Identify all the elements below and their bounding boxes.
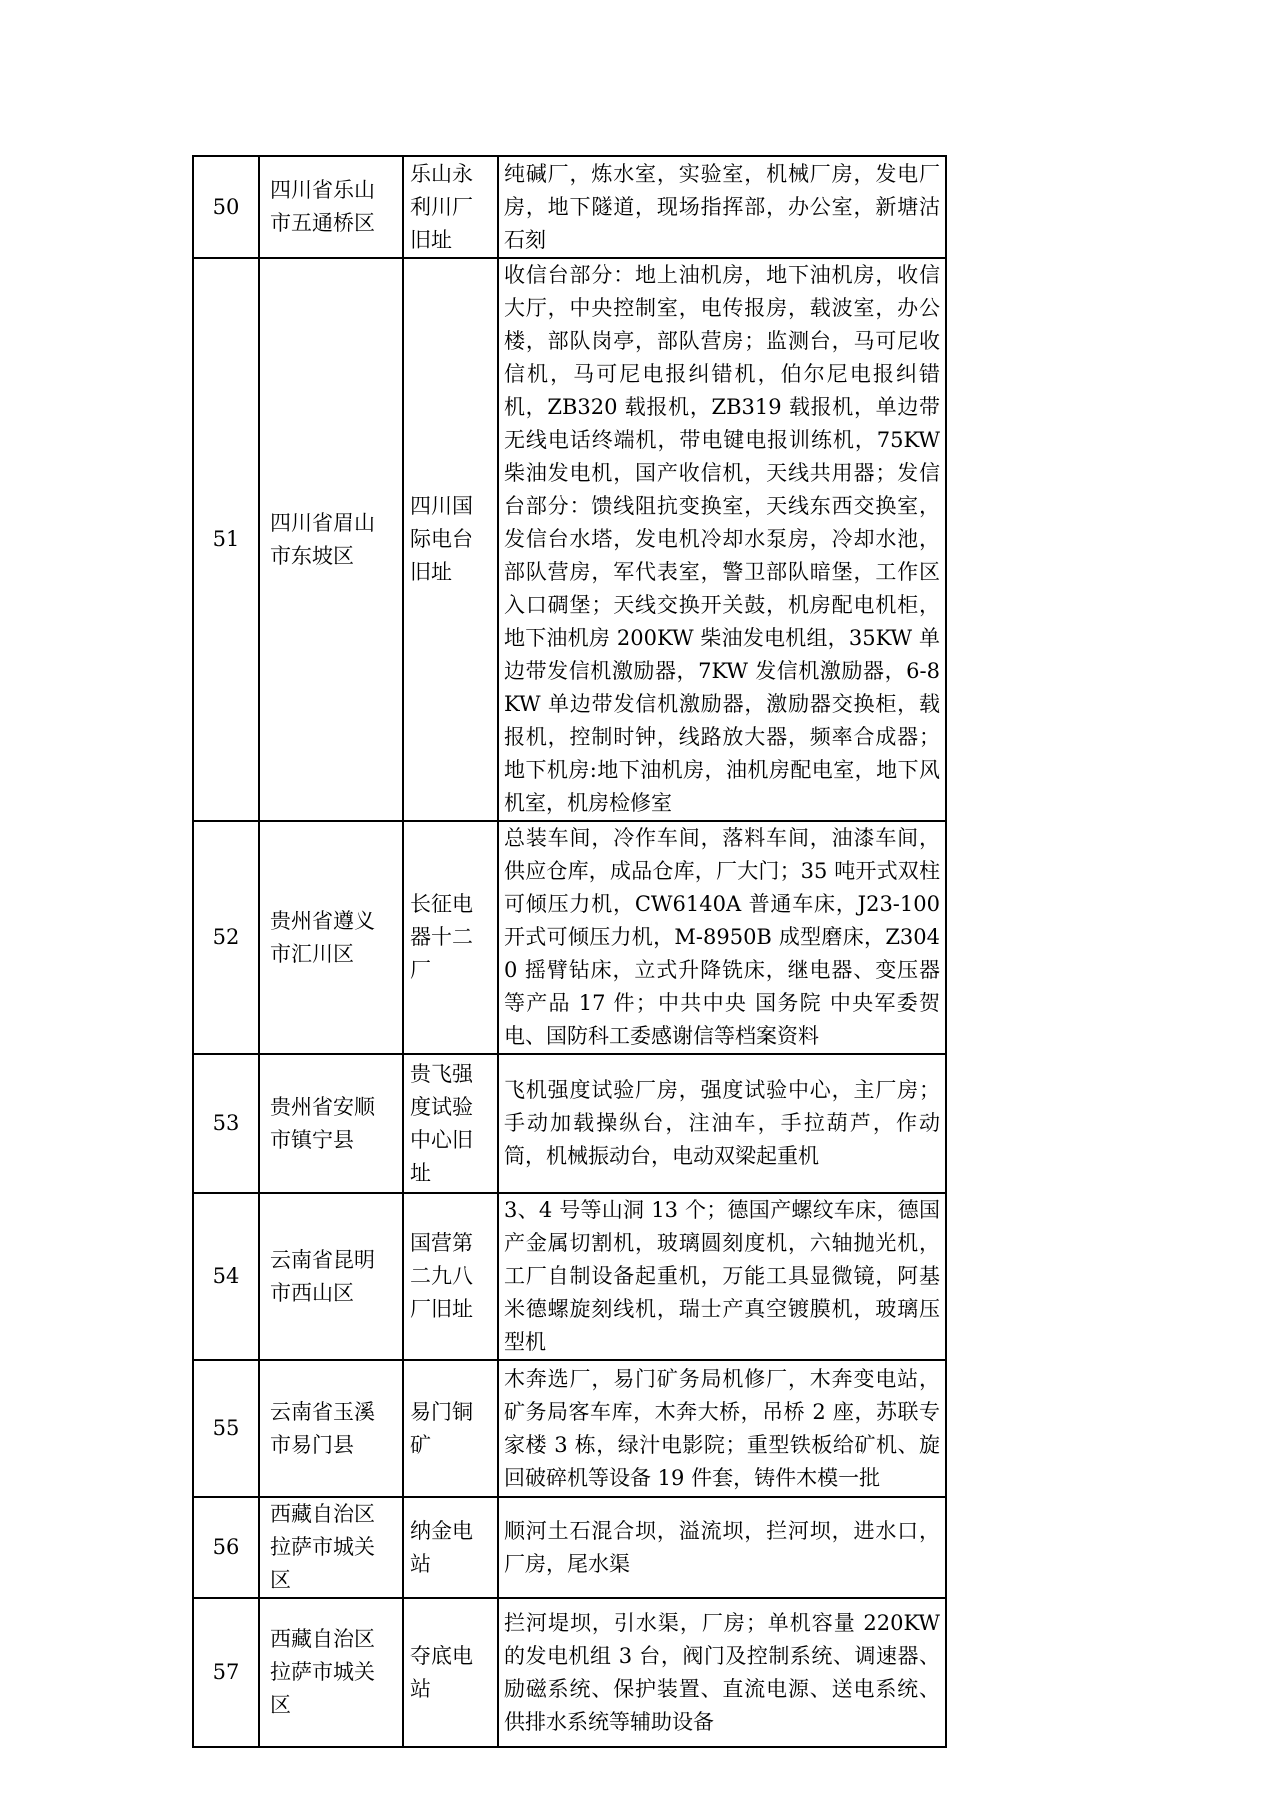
cell-site-name: 易门铜矿 bbox=[403, 1360, 498, 1497]
cell-location: 西藏自治区拉萨市城关区 bbox=[259, 1598, 403, 1747]
table-row bbox=[193, 1054, 946, 1193]
table-row bbox=[193, 1360, 946, 1497]
cell-number: 57 bbox=[193, 1598, 259, 1747]
cell-site-name: 四川国际电台旧址 bbox=[403, 258, 498, 821]
cell-description: 木奔选厂，易门矿务局机修厂，木奔变电站，矿务局客车库，木奔大桥，吊桥 2 座，苏联专家楼 3 栋，绿汁电影院；重型铁板给矿机、旋回破碎机等设备 19 件套，铸件木模一批 bbox=[498, 1360, 946, 1497]
cell-site-name: 纳金电站 bbox=[403, 1497, 498, 1598]
cell-description: 顺河土石混合坝，溢流坝，拦河坝，进水口，厂房，尾水渠 bbox=[498, 1497, 946, 1598]
cell-description: 拦河堤坝，引水渠，厂房；单机容量 220KW 的发电机组 3 台，阀门及控制系统、调速器、励磁系统、保护装置、直流电源、送电系统、供排水系统等辅助设备 bbox=[498, 1598, 946, 1747]
cell-site-name: 夺底电站 bbox=[403, 1598, 498, 1747]
cell-site-name: 长征电器十二厂 bbox=[403, 821, 498, 1054]
cell-location: 贵州省安顺市镇宁县 bbox=[259, 1054, 403, 1193]
cell-number: 53 bbox=[193, 1054, 259, 1193]
cell-location: 四川省眉山市东坡区 bbox=[259, 258, 403, 821]
cell-description: 纯碱厂，炼水室，实验室，机械厂房，发电厂房，地下隧道，现场指挥部，办公室，新塘沽石刻 bbox=[498, 156, 946, 258]
cell-number: 52 bbox=[193, 821, 259, 1054]
table-row bbox=[193, 1193, 946, 1360]
cell-number: 56 bbox=[193, 1497, 259, 1598]
cell-number: 54 bbox=[193, 1193, 259, 1360]
cell-description: 3、4 号等山洞 13 个；德国产螺纹车床，德国产金属切割机，玻璃圆刻度机，六轴抛光机，工厂自制设备起重机，万能工具显微镜，阿基米德螺旋刻线机，瑞士产真空镀膜机，玻璃压型机 bbox=[498, 1193, 946, 1360]
table-row bbox=[193, 156, 946, 258]
heritage-sites-table bbox=[192, 155, 947, 1748]
cell-description: 飞机强度试验厂房，强度试验中心，主厂房；手动加载操纵台，注油车，手拉葫芦，作动筒，机械振动台，电动双梁起重机 bbox=[498, 1054, 946, 1193]
cell-location: 云南省昆明市西山区 bbox=[259, 1193, 403, 1360]
cell-description: 总装车间，冷作车间，落料车间，油漆车间，供应仓库，成品仓库，厂大门；35 吨开式双柱可倾压力机，CW6140A 普通车床，J23-100 开式可倾压力机，M-8950B 成型磨床，Z3040 摇臂钻床，立式升降铣床，继电器、变压器等产品 17 件；中共中央 国务院 中央军委贺电、国防科工委感谢信等档案资料 bbox=[498, 821, 946, 1054]
cell-location: 贵州省遵义市汇川区 bbox=[259, 821, 403, 1054]
cell-description: 收信台部分：地上油机房，地下油机房，收信大厅，中央控制室，电传报房，载波室，办公楼，部队岗亭，部队营房；监测台，马可尼收信机，马可尼电报纠错机，伯尔尼电报纠错机，ZB320 载报机，ZB319 载报机，单边带无线电话终端机，带电键电报训练机，75KW 柴油发电机，国产收信机，天线共用器；发信台部分：馈线阻抗变换室，天线东西交换室，发信台水塔，发电机冷却水泵房，冷却水池，部队营房，军代表室，警卫部队暗堡，工作区入口碉堡；天线交换开关鼓，机房配电机柜，地下油机房 200KW 柴油发电机组，35KW 单边带发信机激励器，7KW 发信机激励器，6-8KW 单边带发信机激励器，激励器交换柜，载报机，控制时钟，线路放大器，频率合成器；地下机房:地下油机房，油机房配电室，地下风机室，机房检修室 bbox=[498, 258, 946, 821]
cell-number: 51 bbox=[193, 258, 259, 821]
cell-location: 云南省玉溪市易门县 bbox=[259, 1360, 403, 1497]
cell-location: 四川省乐山市五通桥区 bbox=[259, 156, 403, 258]
table-row bbox=[193, 1497, 946, 1598]
cell-number: 50 bbox=[193, 156, 259, 258]
cell-location: 西藏自治区拉萨市城关区 bbox=[259, 1497, 403, 1598]
cell-site-name: 贵飞强度试验中心旧址 bbox=[403, 1054, 498, 1193]
cell-number: 55 bbox=[193, 1360, 259, 1497]
table-row bbox=[193, 821, 946, 1054]
table-row bbox=[193, 258, 946, 821]
cell-site-name: 乐山永利川厂旧址 bbox=[403, 156, 498, 258]
table-row bbox=[193, 1598, 946, 1747]
cell-site-name: 国营第二九八厂旧址 bbox=[403, 1193, 498, 1360]
